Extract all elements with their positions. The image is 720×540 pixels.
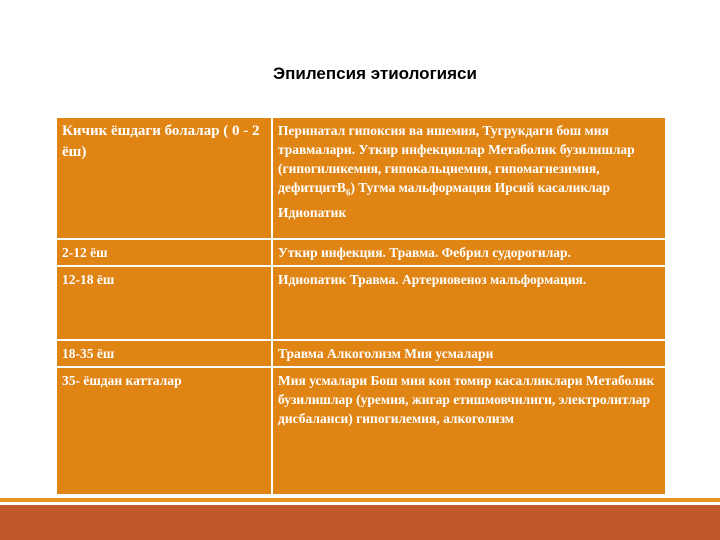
page-title: Эпилепсия этиологияси [273, 64, 477, 83]
age-group-cell: 18-35 ёш [56, 340, 272, 367]
footer-bar [0, 505, 720, 540]
footer-accent-line [0, 498, 720, 502]
causes-cell [272, 117, 666, 239]
age-group-cell: 12-18 ёш [56, 266, 272, 340]
vitamin-subscript: 6 [345, 187, 351, 198]
causes-cell: Идиопатик Травма. Артериовеноз мальформация. [272, 266, 666, 340]
table-row [56, 367, 666, 495]
causes-text: Перинатал гипоксия ва ишемия, Тугрукдаги бош мия травмалари. Уткир инфекциялар Метаболик бузилишлар (гипогиликемия, гипокальциемия, гипомагнезимия, дефитцитВ [278, 123, 635, 195]
table-row [56, 117, 666, 239]
table-row [56, 266, 666, 340]
causes-text-continued: ) Тугма мальформация Ирсий касаликлар Идиопатик [278, 180, 610, 220]
causes-cell: Травма Алкоголизм Мия усмалари [272, 340, 666, 367]
age-group-cell: 2-12 ёш [56, 239, 272, 266]
causes-cell: Уткир инфекция. Травма. Фебрил судорогилар. [272, 239, 666, 266]
age-group-cell: 35- ёшдан катталар [56, 367, 272, 495]
age-group-cell: Кичик ёшдаги болалар ( 0 - 2 ёш) [56, 117, 272, 239]
table-row [56, 239, 666, 266]
causes-cell: Мия усмалари Бош мия кон томир касалликлари Метаболик бузилишлар (уремия, жигар етишмовчилиги, электролитлар дисбаланси) гипогилемия, алкоголизм [272, 367, 666, 495]
etiology-table [55, 116, 667, 496]
table-row [56, 340, 666, 367]
